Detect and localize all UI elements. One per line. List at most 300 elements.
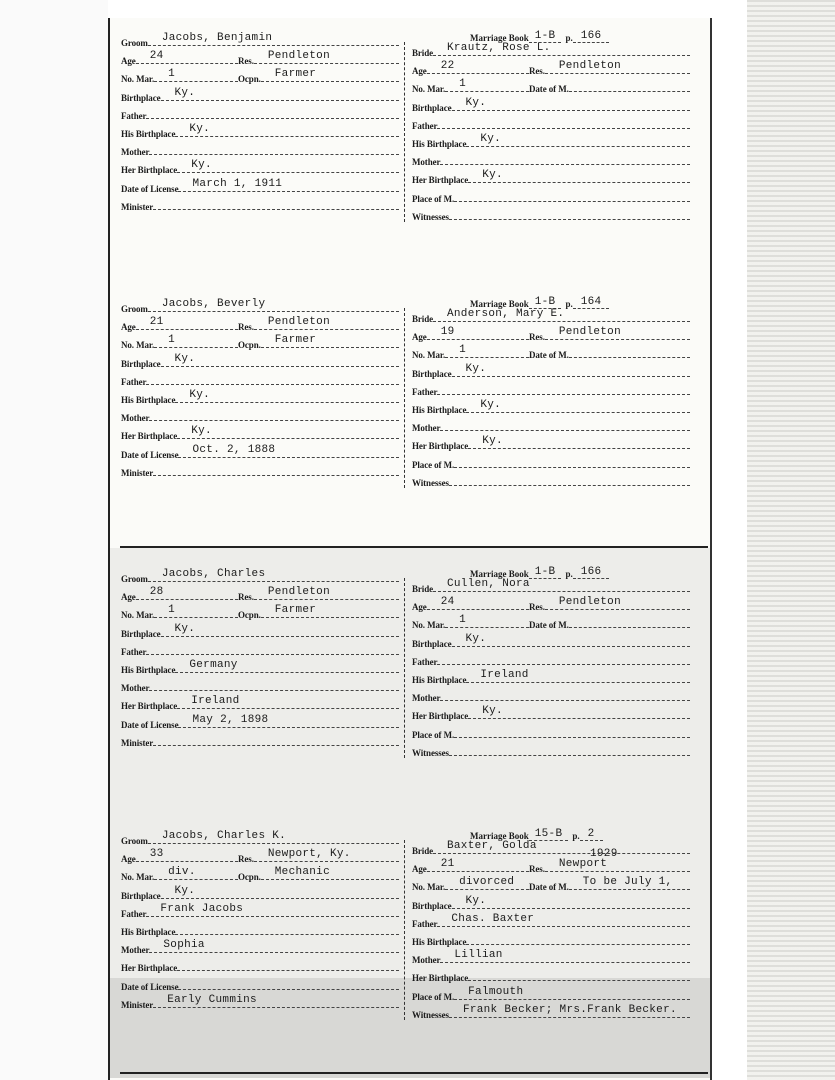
page-label: p. xyxy=(565,569,573,579)
field-value: 22 xyxy=(440,60,455,73)
field-value: Early Cummins xyxy=(167,993,257,1006)
field-his-birthplace xyxy=(412,937,690,947)
field-label: His Birthplace xyxy=(121,395,176,405)
field-birthplace xyxy=(121,622,399,639)
field-value: Ky. xyxy=(465,894,487,907)
column-divider xyxy=(404,42,405,222)
field-label: His Birthplace xyxy=(121,927,176,937)
field-value: Ky. xyxy=(482,169,503,182)
field-label: Age xyxy=(412,602,427,613)
field-label: No. Mar. xyxy=(121,74,155,85)
field-line xyxy=(154,334,238,348)
field-row xyxy=(121,939,399,956)
field-line xyxy=(452,362,691,377)
field-age xyxy=(121,848,238,865)
field-label: Bride xyxy=(412,48,433,58)
field-label: Ocpn. xyxy=(238,872,261,883)
field-label: Witnesses xyxy=(412,1009,449,1020)
field-value: Farmer xyxy=(274,68,317,81)
field-row xyxy=(121,884,399,901)
field-value: March 1, 1911 xyxy=(192,177,283,190)
field-line xyxy=(146,902,399,917)
field-name xyxy=(121,298,399,314)
field-row xyxy=(412,705,690,722)
field-value: 1 xyxy=(168,68,176,81)
column-divider xyxy=(404,308,405,488)
field-label: Father xyxy=(121,110,147,121)
field-value: Sophia xyxy=(163,939,205,952)
field-label: Mother xyxy=(412,693,441,704)
field-date-of-m xyxy=(529,876,690,893)
field-line xyxy=(148,830,399,844)
field-value: 28 xyxy=(149,586,164,599)
field-row xyxy=(412,344,690,361)
field-row xyxy=(412,399,690,415)
field-value: Ky. xyxy=(191,159,212,172)
field-row xyxy=(412,973,690,983)
field-value: Ky. xyxy=(482,435,503,448)
field-line xyxy=(149,154,399,155)
field-label: Birthplace xyxy=(412,638,452,649)
groom-entry xyxy=(121,32,411,233)
field-row xyxy=(121,866,399,883)
marriage-book-value: 1-B xyxy=(529,30,562,43)
field-line xyxy=(449,755,690,756)
field-value: 33 xyxy=(149,848,164,861)
field-her-birthplace xyxy=(121,963,399,973)
bride-entry xyxy=(412,296,702,491)
field-line xyxy=(468,980,690,981)
field-value: 1 xyxy=(459,614,467,627)
field-his-birthplace xyxy=(121,927,399,937)
field-label: His Birthplace xyxy=(412,405,467,415)
field-line xyxy=(254,848,399,862)
bride-entry xyxy=(412,828,702,1023)
field-row xyxy=(412,326,690,343)
field-value: Frank Jacobs xyxy=(160,902,244,915)
field-date-of-license xyxy=(121,982,399,992)
field-father xyxy=(121,111,399,121)
field-line xyxy=(545,60,690,74)
field-birthplace xyxy=(412,362,690,379)
field-no-mar xyxy=(121,866,238,883)
field-value: Pendleton xyxy=(558,596,621,609)
field-line xyxy=(178,177,399,192)
field-res xyxy=(238,848,399,865)
field-label: Her Birthplace xyxy=(121,431,178,442)
field-line xyxy=(466,669,690,683)
field-date-of-m xyxy=(529,84,690,94)
field-line xyxy=(261,866,399,880)
field-label: Mother xyxy=(121,945,150,956)
field-line xyxy=(153,475,399,476)
field-row xyxy=(121,68,399,85)
field-label: Bride xyxy=(412,314,433,324)
field-row xyxy=(412,669,690,685)
field-line xyxy=(433,42,690,56)
field-res xyxy=(529,858,690,875)
field-line xyxy=(440,949,690,963)
field-label: His Birthplace xyxy=(412,675,467,685)
field-line xyxy=(545,858,690,872)
field-line xyxy=(153,209,399,210)
field-place-of-m xyxy=(412,730,690,740)
field-line xyxy=(254,586,399,600)
field-label: Age xyxy=(412,66,427,77)
field-row xyxy=(412,858,690,875)
field-name xyxy=(412,840,690,856)
field-label: His Birthplace xyxy=(412,139,467,149)
field-label: Date of License xyxy=(121,981,179,992)
field-label: Witnesses xyxy=(412,747,449,758)
field-age xyxy=(121,586,238,603)
field-father xyxy=(121,647,399,657)
field-line xyxy=(440,430,690,431)
field-line xyxy=(545,326,690,340)
page-label: p. xyxy=(572,831,580,841)
field-res xyxy=(238,50,399,67)
field-line xyxy=(437,912,690,927)
marriage-book-label: Marriage Book xyxy=(470,33,529,43)
field-father xyxy=(412,121,690,131)
field-label: Age xyxy=(121,322,136,333)
field-row xyxy=(412,42,690,58)
field-label: Place of M. xyxy=(412,729,455,740)
field-father xyxy=(412,657,690,667)
field-name xyxy=(121,32,399,48)
field-line xyxy=(440,700,690,701)
field-value: Farmer xyxy=(274,604,317,617)
field-line xyxy=(569,876,690,890)
field-row xyxy=(412,60,690,77)
field-line xyxy=(148,298,399,312)
field-label: Father xyxy=(412,656,438,667)
field-label: Date of License xyxy=(121,183,179,194)
field-value: Ireland xyxy=(191,695,240,708)
field-row xyxy=(121,695,399,712)
field-value: Jacobs, Charles K. xyxy=(161,830,287,842)
field-row xyxy=(121,147,399,157)
field-line xyxy=(177,970,399,971)
field-mother xyxy=(121,683,399,693)
field-label: Res. xyxy=(238,322,254,333)
field-row xyxy=(121,389,399,405)
groom-entry xyxy=(121,298,411,499)
field-line xyxy=(452,96,691,111)
field-age xyxy=(412,60,529,77)
field-line xyxy=(146,654,399,655)
page-value: 2 xyxy=(580,828,603,841)
field-row xyxy=(412,937,690,947)
field-value: Baxter, Golda xyxy=(447,840,537,852)
field-line xyxy=(161,622,400,637)
field-label: Date of M. xyxy=(529,620,569,631)
field-row xyxy=(121,298,399,314)
field-label: Her Birthplace xyxy=(121,963,178,974)
field-birthplace xyxy=(412,632,690,649)
field-label: Witnesses xyxy=(412,477,449,488)
field-label: Her Birthplace xyxy=(412,441,469,452)
field-row xyxy=(412,308,690,324)
field-row xyxy=(121,50,399,67)
field-value: Falmouth xyxy=(468,985,524,998)
field-row xyxy=(412,894,690,911)
field-label: Father xyxy=(121,376,147,387)
field-value: Germany xyxy=(189,659,238,671)
field-row xyxy=(412,912,690,929)
field-label: Minister xyxy=(121,201,154,212)
field-line xyxy=(454,737,690,738)
marriage-book-label: Marriage Book xyxy=(470,299,529,309)
field-value: 21 xyxy=(440,858,455,871)
page-label: p. xyxy=(565,33,573,43)
field-line xyxy=(175,934,399,935)
field-value: Pendleton xyxy=(267,50,330,63)
field-label: Minister xyxy=(121,467,154,478)
field-label: Father xyxy=(412,386,438,397)
field-line xyxy=(466,133,690,147)
field-label: Groom xyxy=(121,574,148,584)
field-line xyxy=(175,659,399,673)
field-value: 1 xyxy=(168,334,176,347)
field-row xyxy=(412,985,690,1002)
field-birthplace xyxy=(412,894,690,911)
bride-entry xyxy=(412,30,702,225)
field-value: Mechanic xyxy=(274,866,330,879)
field-value: 24 xyxy=(440,596,455,609)
field-label: Her Birthplace xyxy=(412,175,469,186)
groom-entry xyxy=(121,568,411,769)
field-label: Date of M. xyxy=(529,882,569,893)
field-value: May 2, 1898 xyxy=(192,713,269,726)
field-date-of-license xyxy=(121,713,399,730)
field-label: Res. xyxy=(529,602,545,613)
field-name xyxy=(412,308,690,324)
page-value: 166 xyxy=(573,566,610,579)
field-line xyxy=(254,316,399,330)
field-value: Ky. xyxy=(482,705,503,718)
field-line xyxy=(177,159,399,173)
field-row xyxy=(412,657,690,667)
field-value: divorced xyxy=(459,876,515,889)
field-ocpn xyxy=(238,334,399,351)
field-value: To be July 1, xyxy=(582,876,673,889)
field-his-birthplace xyxy=(121,123,399,139)
field-value: Anderson, Mary E. xyxy=(447,308,565,320)
field-row xyxy=(121,202,399,212)
marriage-book-value: 1-B xyxy=(529,566,562,579)
field-row xyxy=(121,830,399,846)
field-row xyxy=(121,111,399,121)
right-scan-edge xyxy=(747,0,835,1080)
field-place-of-m xyxy=(412,985,690,1002)
field-value: Newport, Ky. xyxy=(267,848,351,861)
field-line xyxy=(146,118,399,119)
field-birthplace xyxy=(121,352,399,369)
field-label: Father xyxy=(121,908,147,919)
field-row xyxy=(121,86,399,103)
field-row xyxy=(412,949,690,966)
field-line xyxy=(154,866,238,880)
field-label: His Birthplace xyxy=(412,937,467,947)
field-place-of-m xyxy=(412,460,690,470)
field-label: Place of M. xyxy=(412,193,455,204)
field-line xyxy=(153,993,399,1008)
field-row xyxy=(412,578,690,594)
field-value: 21 xyxy=(149,316,164,329)
field-label: No. Mar. xyxy=(412,84,446,95)
field-his-birthplace xyxy=(121,389,399,405)
field-value: Ky. xyxy=(480,399,502,411)
field-name xyxy=(412,578,690,594)
field-label: Mother xyxy=(121,413,150,424)
marriage-book-value: 15-B xyxy=(529,828,569,841)
field-label: Ocpn. xyxy=(238,74,261,85)
section-divider xyxy=(120,1072,708,1074)
field-res xyxy=(238,316,399,333)
field-row xyxy=(412,423,690,433)
field-value: 19 xyxy=(440,326,455,339)
field-no-mar xyxy=(412,876,529,893)
field-label: His Birthplace xyxy=(121,129,176,139)
field-label: Groom xyxy=(121,836,148,846)
field-line xyxy=(149,939,399,953)
field-value: Krautz, Rose L. xyxy=(447,42,551,54)
field-line xyxy=(153,745,399,746)
field-res xyxy=(529,326,690,343)
field-line xyxy=(136,316,238,330)
field-line xyxy=(445,344,529,358)
field-line xyxy=(261,604,399,618)
field-label: Groom xyxy=(121,304,148,314)
field-line xyxy=(454,201,690,202)
field-line xyxy=(468,169,690,183)
field-birthplace xyxy=(121,884,399,901)
field-row xyxy=(121,377,399,387)
field-line xyxy=(449,1003,690,1018)
field-father xyxy=(121,902,399,919)
field-witnesses xyxy=(412,212,690,222)
field-row xyxy=(121,123,399,139)
field-row xyxy=(121,963,399,973)
field-line xyxy=(149,420,399,421)
field-row xyxy=(121,159,399,176)
field-row xyxy=(412,212,690,222)
field-row xyxy=(412,121,690,131)
field-row xyxy=(412,748,690,758)
field-value: Pendleton xyxy=(267,586,330,599)
field-age xyxy=(412,596,529,613)
field-name xyxy=(121,830,399,846)
field-row xyxy=(121,604,399,621)
field-minister xyxy=(121,993,399,1010)
field-label: Birthplace xyxy=(412,900,452,911)
field-row xyxy=(412,876,690,893)
field-mother xyxy=(412,423,690,433)
field-row xyxy=(121,334,399,351)
field-row xyxy=(121,413,399,423)
field-label: Birthplace xyxy=(412,368,452,379)
field-value: Chas. Baxter xyxy=(451,912,535,925)
field-value: Lillian xyxy=(454,949,503,962)
field-line xyxy=(136,586,238,600)
groom-entry xyxy=(121,830,411,1031)
field-value: Ky. xyxy=(174,352,196,365)
field-line xyxy=(454,985,690,1000)
field-his-birthplace xyxy=(412,399,690,415)
field-label: Age xyxy=(121,854,136,865)
field-label: Father xyxy=(121,646,147,657)
field-line xyxy=(427,858,529,872)
field-line xyxy=(175,123,399,137)
field-label: Birthplace xyxy=(121,628,161,639)
field-label: His Birthplace xyxy=(121,665,176,675)
field-label: Minister xyxy=(121,737,154,748)
field-row xyxy=(412,596,690,613)
field-row xyxy=(121,352,399,369)
field-row xyxy=(412,157,690,167)
field-mother xyxy=(121,147,399,157)
field-line xyxy=(161,86,400,101)
field-row xyxy=(121,738,399,748)
field-label: Minister xyxy=(121,999,154,1010)
field-line xyxy=(440,164,690,165)
field-label: Birthplace xyxy=(121,890,161,901)
field-line xyxy=(445,614,529,628)
field-row xyxy=(121,316,399,333)
field-line xyxy=(136,848,238,862)
field-her-birthplace xyxy=(412,435,690,452)
field-label: Ocpn. xyxy=(238,610,261,621)
field-line xyxy=(452,632,691,647)
field-label: No. Mar. xyxy=(412,350,446,361)
field-label: Her Birthplace xyxy=(412,973,469,984)
field-label: No. Mar. xyxy=(121,872,155,883)
field-value: Jacobs, Benjamin xyxy=(161,32,273,44)
field-value: Ky. xyxy=(174,622,196,635)
field-her-birthplace xyxy=(121,159,399,176)
field-label: Res. xyxy=(529,332,545,343)
field-value: Ky. xyxy=(191,425,212,438)
field-name xyxy=(412,42,690,58)
field-value: 1 xyxy=(459,78,467,91)
field-no-mar xyxy=(412,614,529,631)
field-line xyxy=(148,568,399,582)
field-ocpn xyxy=(238,604,399,621)
field-line xyxy=(468,705,690,719)
field-label: Res. xyxy=(529,864,545,875)
field-res xyxy=(238,586,399,603)
field-value: Pendleton xyxy=(558,326,621,339)
field-her-birthplace xyxy=(121,695,399,712)
field-row xyxy=(412,730,690,740)
field-label: Bride xyxy=(412,584,433,594)
field-minister xyxy=(121,468,399,478)
field-row xyxy=(121,568,399,584)
field-row xyxy=(121,622,399,639)
field-value: Oct. 2, 1888 xyxy=(192,443,276,456)
field-row xyxy=(412,614,690,631)
field-no-mar xyxy=(121,334,238,351)
field-line xyxy=(177,425,399,439)
field-no-mar xyxy=(412,78,529,95)
field-line xyxy=(148,32,399,46)
field-label: Father xyxy=(412,918,438,929)
field-her-birthplace xyxy=(412,705,690,722)
field-witnesses xyxy=(412,1003,690,1020)
field-label: Birthplace xyxy=(121,92,161,103)
field-label: Mother xyxy=(412,955,441,966)
